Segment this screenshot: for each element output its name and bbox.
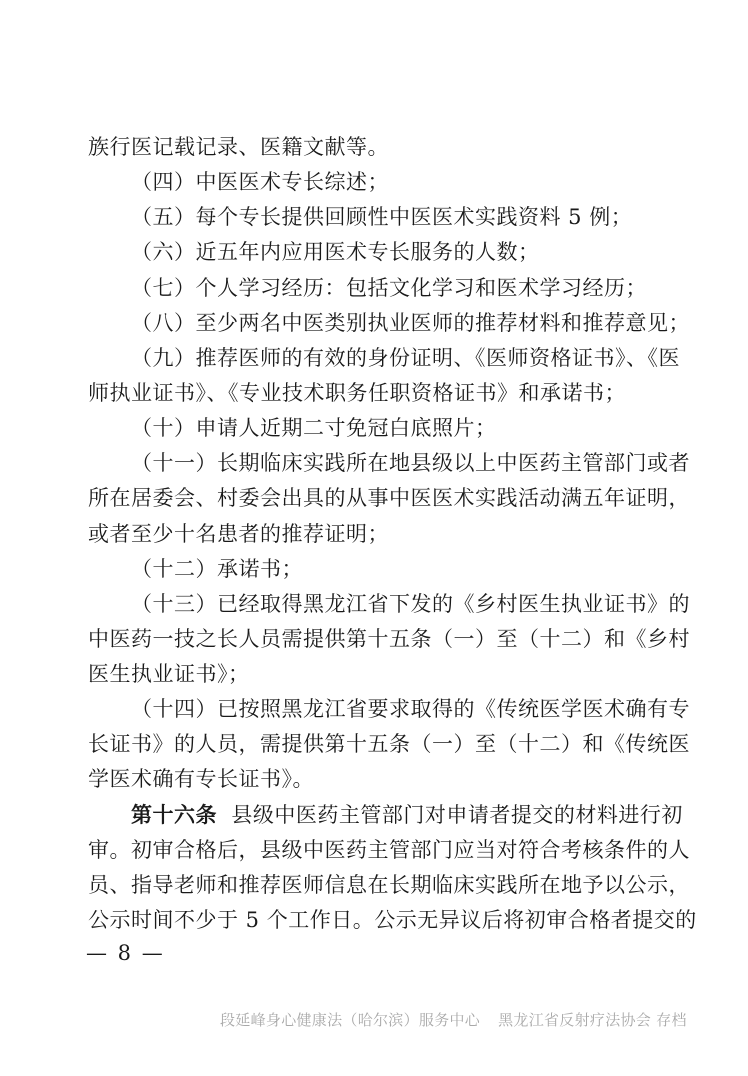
list-item: （九）推荐医师的有效的身份证明、《医师资格证书》、《医 — [131, 346, 680, 370]
text-line: 医生执业证书》； — [88, 662, 250, 686]
text-line: 族行医记载记录、医籍文献等。 — [88, 135, 389, 159]
text-line: 师执业证书》、《专业技术职务任职资格证书》和承诺书； — [88, 381, 626, 405]
list-item: （十）申请人近期二寸免冠白底照片； — [131, 416, 497, 440]
text-line: 所在居委会、村委会出具的从事中医医术实践活动满五年证明， — [88, 486, 690, 510]
text-line: 长证书》的人员，需提供第十五条（一）至（十二）和《传统医 — [88, 732, 690, 756]
article-16-text: 县级中医药主管部门对申请者提交的材料进行初 — [231, 803, 683, 827]
text-line: 或者至少十名患者的推荐证明； — [88, 522, 389, 546]
list-item: （七）个人学习经历：包括文化学习和医术学习经历； — [131, 276, 647, 300]
list-item: （八）至少两名中医类别执业医师的推荐材料和推荐意见； — [131, 311, 690, 335]
text-line: 员、指导老师和推荐医师信息在长期临床实践所在地予以公示， — [88, 873, 690, 897]
list-item: （五）每个专长提供回顾性中医医术实践资料 5 例； — [131, 205, 633, 229]
article-16-first-line — [131, 801, 711, 829]
list-item: （十三）已经取得黑龙江省下发的《乡村医生执业证书》的 — [131, 592, 690, 616]
list-item: （十二）承诺书； — [131, 557, 303, 581]
text-line: 公示时间不少于 5 个工作日。公示无异议后将初审合格者提交的 — [88, 908, 697, 932]
list-item: （六）近五年内应用医术专长服务的人数； — [131, 240, 540, 264]
list-item: （四）中医医术专长综述； — [131, 170, 389, 194]
archive-footer — [220, 1010, 700, 1030]
footer-left: 段延峰身心健康法（哈尔滨）服务中心 — [220, 1011, 481, 1029]
list-item: （十一）长期临床实践所在地县级以上中医药主管部门或者 — [131, 451, 690, 475]
text-line: 中医药一技之长人员需提供第十五条（一）至（十二）和《乡村 — [88, 627, 690, 651]
page-number: — 8 — — [86, 941, 165, 965]
article-16-heading: 第十六条 — [131, 802, 217, 827]
list-item: （十四）已按照黑龙江省要求取得的《传统医学医术确有专 — [131, 697, 690, 721]
text-line: 审。初审合格后，县级中医药主管部门应当对符合考核条件的人 — [88, 838, 690, 862]
text-line: 学医术确有专长证书》。 — [88, 767, 314, 791]
footer-right: 黑龙江省反射疗法协会 存档 — [498, 1011, 687, 1029]
